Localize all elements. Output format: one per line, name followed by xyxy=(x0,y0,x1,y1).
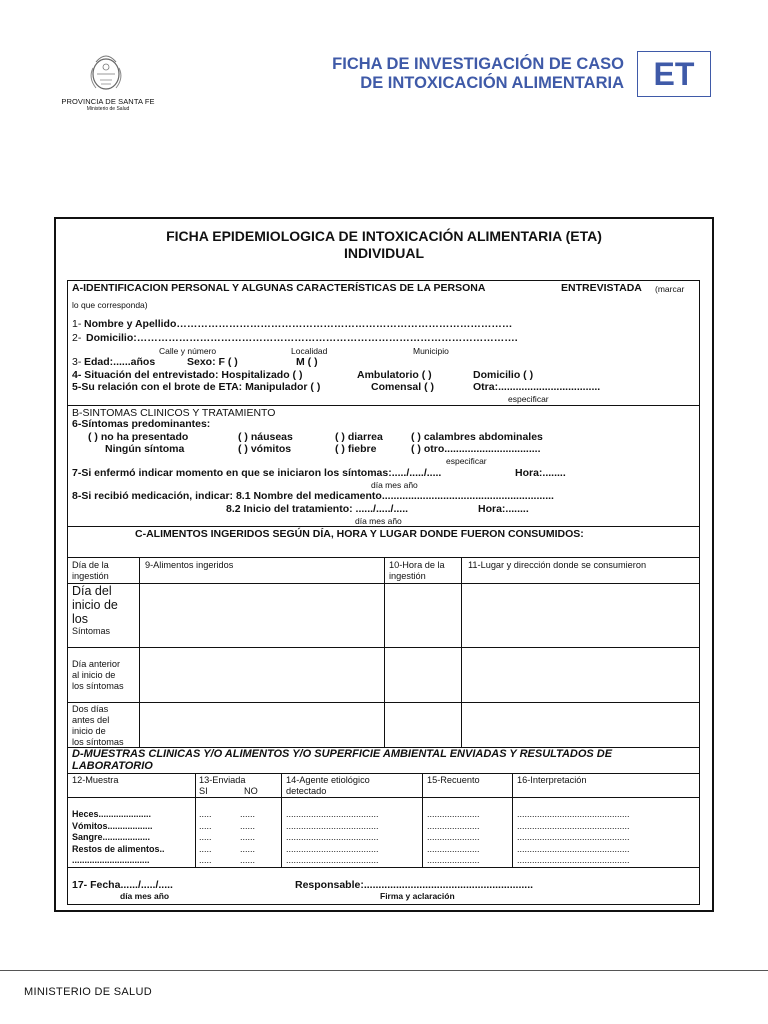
sample-label: Vómitos.................. xyxy=(72,820,153,831)
section-b-title: B-SINTOMAS CLINICOS Y TRATAMIENTO xyxy=(72,407,276,419)
sample-label: Heces..................... xyxy=(72,809,152,819)
symptom-vomit[interactable]: ( ) vómitos xyxy=(238,443,292,455)
col-count-header: 15-Recuento xyxy=(427,775,480,785)
sample-sent-no[interactable]: ...... xyxy=(240,820,256,831)
sample-agent[interactable]: ..................................... xyxy=(286,809,379,819)
sub-municipality: Municipio xyxy=(413,346,449,356)
sub-signature: Firma y aclaración xyxy=(380,891,455,901)
col-divider xyxy=(281,773,282,867)
field-relation-diner[interactable]: Comensal ( ) xyxy=(371,381,435,393)
sub-specify-symptom: especificar xyxy=(446,456,487,466)
sample-agent[interactable]: ..................................... xyxy=(286,843,379,854)
sample-interpretation[interactable]: ............................................. xyxy=(517,832,630,842)
section-a-note-2: lo que corresponda) xyxy=(72,300,148,310)
sub-street: Calle y número xyxy=(159,346,217,356)
row-symptom-day-sub: Síntomas xyxy=(72,626,111,636)
sub-locality: Localidad xyxy=(291,346,328,356)
sub-date: día mes año xyxy=(371,480,418,490)
field-situation-ambulatory[interactable]: Ambulatorio ( ) xyxy=(357,369,432,381)
section-d-title-2: LABORATORIO xyxy=(72,760,153,772)
sample-sent-yes[interactable]: ..... xyxy=(199,843,212,854)
symptom-none[interactable]: ( ) no ha presentado xyxy=(88,431,189,443)
divider xyxy=(67,797,700,798)
sample-agent[interactable]: ..................................... xyxy=(286,832,379,842)
sample-agent[interactable]: ..................................... xyxy=(286,855,379,865)
field-address[interactable]: Domicilio:………………………………………………………………………………………………. xyxy=(86,332,518,344)
form-code-badge: ET xyxy=(637,51,711,97)
sample-sent-no[interactable]: ...... xyxy=(240,832,256,842)
col-sent-yes: SI xyxy=(199,786,208,796)
col-foods-header: 9-Alimentos ingeridos xyxy=(145,560,234,570)
symptom-cramps[interactable]: ( ) calambres abdominales xyxy=(411,431,543,443)
field-symptoms: 6-Síntomas predominantes: xyxy=(72,418,211,430)
sample-interpretation[interactable]: ............................................. xyxy=(517,809,630,819)
col-day-header: Día de la ingestión xyxy=(72,560,109,581)
sample-count[interactable]: ..................... xyxy=(427,843,480,854)
col-hour-header: 10-Hora de la ingestión xyxy=(389,560,445,581)
col-divider xyxy=(384,557,385,747)
field-name-number: 1- xyxy=(72,318,82,330)
divider xyxy=(67,867,700,868)
logo-ministry-text: Ministerio de Salud xyxy=(86,106,130,112)
col-agent-header: 14-Agente etiológico detectado xyxy=(286,775,370,796)
row-two-days-before: Dos días antes del inicio de los síntomas xyxy=(72,704,124,747)
col-sample-header: 12-Muestra xyxy=(72,775,119,785)
field-responsible[interactable]: Responsable:.......................................................... xyxy=(295,879,534,891)
field-medication[interactable]: 8-Si recibió medicación, indicar: 8.1 Nombre del medicamento........................................................... xyxy=(72,490,554,502)
field-full-name[interactable]: Nombre y Apellido…………………………………………………………………………………… xyxy=(84,318,513,330)
sample-label: ............................... xyxy=(72,855,150,865)
section-a-title-right: ENTREVISTADA xyxy=(561,282,642,294)
field-sex-f[interactable]: Sexo: F ( ) xyxy=(187,356,238,368)
section-c-title: C-ALIMENTOS INGERIDOS SEGÚN DÍA, HORA Y LUGAR DONDE FUERON CONSUMIDOS: xyxy=(135,528,584,540)
col-sent-no: NO xyxy=(244,786,258,796)
sample-interpretation[interactable]: ............................................. xyxy=(517,855,630,865)
col-interpretation-header: 16-Interpretación xyxy=(517,775,587,785)
col-place-header: 11-Lugar y dirección donde se consumieron xyxy=(468,560,647,570)
col-divider xyxy=(461,557,462,747)
sample-interpretation[interactable]: ............................................. xyxy=(517,843,630,854)
section-a-title: A-IDENTIFICACION PERSONAL Y ALGUNAS CARACTERÍSTICAS DE LA PERSONA xyxy=(72,282,486,294)
sub-specify: especificar xyxy=(508,394,549,404)
field-relation-other[interactable]: Otra:................................... xyxy=(473,381,601,393)
symptom-diarrhea[interactable]: ( ) diarrea xyxy=(335,431,383,443)
sample-sent-no[interactable]: ...... xyxy=(240,809,256,819)
sample-interpretation[interactable]: ............................................. xyxy=(517,820,630,831)
sample-label: Restos de alimentos.. xyxy=(72,843,165,854)
section-a-note: (marcar xyxy=(655,284,685,294)
symptom-fever[interactable]: ( ) fiebre xyxy=(335,443,377,455)
field-symptom-start[interactable]: 7-Si enfermó indicar momento en que se iniciaron los síntomas:...../...../..... xyxy=(72,467,442,479)
symptom-none-label: Ningún síntoma xyxy=(105,443,185,455)
field-situation-hospitalized[interactable]: 4- Situación del entrevistado: Hospitalizado ( ) xyxy=(72,369,303,381)
field-symptom-hour[interactable]: Hora:........ xyxy=(515,467,566,479)
symptom-nausea[interactable]: ( ) náuseas xyxy=(238,431,293,443)
sample-label: Sangre................... xyxy=(72,832,151,842)
document-title: FICHA DE INVESTIGACIÓN DE CASO DE INTOXICACIÓN ALIMENTARIA xyxy=(332,55,624,92)
form-title: FICHA EPIDEMIOLOGICA DE INTOXICACIÓN ALIMENTARIA (ETA) INDIVIDUAL xyxy=(166,228,602,261)
divider xyxy=(67,405,700,406)
sample-sent-no[interactable]: ...... xyxy=(240,843,256,854)
sample-agent[interactable]: ..................................... xyxy=(286,820,379,831)
field-address-number: 2- xyxy=(72,332,82,344)
col-divider xyxy=(422,773,423,867)
row-symptom-day: Día del inicio de los xyxy=(72,584,118,626)
sample-count[interactable]: ..................... xyxy=(427,832,480,842)
province-seal-icon xyxy=(84,48,128,96)
field-age[interactable]: Edad:......años xyxy=(84,356,156,368)
field-sex-m[interactable]: M ( ) xyxy=(296,356,318,368)
footer-divider xyxy=(0,970,768,971)
sample-sent-yes[interactable]: ..... xyxy=(199,855,212,865)
sample-sent-yes[interactable]: ..... xyxy=(199,809,212,819)
col-divider xyxy=(512,773,513,867)
sample-sent-yes[interactable]: ..... xyxy=(199,820,212,831)
symptom-other[interactable]: ( ) otro................................. xyxy=(411,443,541,455)
field-date[interactable]: 17- Fecha....../...../..... xyxy=(72,879,173,891)
sample-sent-yes[interactable]: ..... xyxy=(199,832,212,842)
field-situation-home[interactable]: Domicilio ( ) xyxy=(473,369,534,381)
col-divider xyxy=(195,773,196,867)
col-sent-header: 13-Enviada xyxy=(199,775,246,785)
divider xyxy=(67,526,700,527)
row-day-before: Día anterior al inicio de los síntomas xyxy=(72,659,124,691)
field-treatment-start[interactable]: 8.2 Inicio del tratamiento: ....../...../..... xyxy=(226,503,409,515)
field-age-number: 3- xyxy=(72,356,82,368)
divider xyxy=(67,773,700,774)
footer-ministry: MINISTERIO DE SALUD xyxy=(24,986,152,998)
sub-date-2: día mes año xyxy=(355,516,402,526)
logo-province-text: PROVINCIA DE SANTA FE xyxy=(61,97,155,106)
section-d-title: D-MUESTRAS CLINICAS Y/O ALIMENTOS Y/O SUPERFICIE AMBIENTAL ENVIADAS Y RESULTADOS DE xyxy=(72,748,613,760)
sample-count[interactable]: ..................... xyxy=(427,820,480,831)
sample-sent-no[interactable]: ...... xyxy=(240,855,256,865)
field-treatment-hour[interactable]: Hora:........ xyxy=(478,503,529,515)
field-relation-handler[interactable]: 5-Su relación con el brote de ETA: Manipulador ( ) xyxy=(72,381,321,393)
sample-count[interactable]: ..................... xyxy=(427,809,480,819)
col-divider xyxy=(139,557,140,747)
sample-count[interactable]: ..................... xyxy=(427,855,480,865)
sub-date-3: día mes año xyxy=(120,891,170,901)
